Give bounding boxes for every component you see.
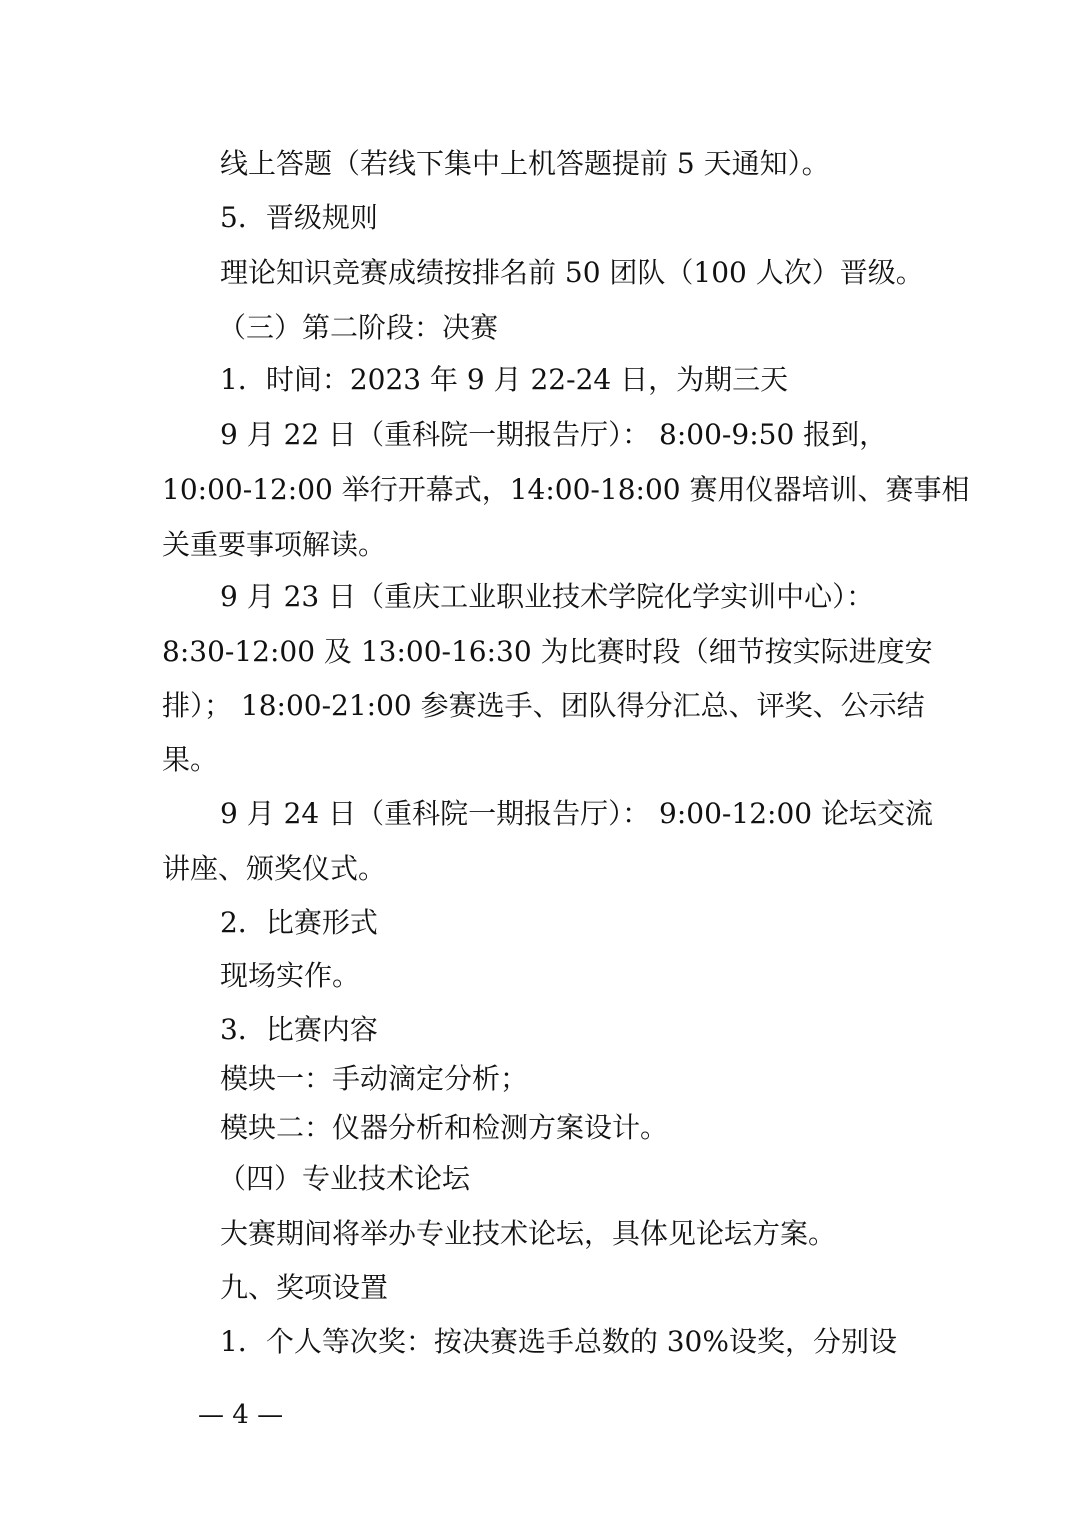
text-line-online-quiz: 线上答题（若线下集中上机答题提前 5 天通知）。 bbox=[220, 147, 830, 180]
text-line-sept-22-c: 关重要事项解读。 bbox=[162, 528, 387, 561]
section-heading-forum: （四）专业技术论坛 bbox=[218, 1162, 471, 1195]
text-line-forum: 大赛期间将举办专业技术论坛，具体见论坛方案。 bbox=[220, 1217, 837, 1250]
text-line-sept-23-b: 8:30-12:00 及 13:00-16:30 为比赛时段（细节按实际进度安 bbox=[162, 635, 933, 668]
section-heading-awards: 九、奖项设置 bbox=[220, 1271, 389, 1304]
text-line-sept-22-a: 9 月 22 日（重科院一期报告厅）： 8:00-9:50 报到， bbox=[220, 418, 888, 451]
text-line-module-one: 模块一：手动滴定分析； bbox=[220, 1062, 529, 1095]
text-line-competition-content-heading: 3．比赛内容 bbox=[220, 1013, 378, 1046]
text-line-competition-format-heading: 2．比赛形式 bbox=[220, 906, 378, 939]
text-line-competition-format: 现场实作。 bbox=[220, 959, 361, 992]
page-number: — 4 — bbox=[198, 1400, 284, 1430]
text-line-sept-24-a: 9 月 24 日（重科院一期报告厅）： 9:00-12:00 论坛交流 bbox=[220, 797, 933, 830]
text-line-individual-awards: 1．个人等次奖：按决赛选手总数的 30%设奖，分别设 bbox=[220, 1325, 897, 1358]
text-line-sept-24-b: 讲座、颁奖仪式。 bbox=[162, 852, 387, 885]
text-line-sept-23-c: 排）； 18:00-21:00 参赛选手、团队得分汇总、评奖、公示结 bbox=[162, 689, 925, 722]
text-line-time: 1．时间：2023 年 9 月 22-24 日，为期三天 bbox=[220, 363, 789, 396]
text-line-sept-23-a: 9 月 23 日（重庆工业职业技术学院化学实训中心）： bbox=[220, 580, 875, 613]
section-heading-final-stage: （三）第二阶段：决赛 bbox=[218, 311, 499, 344]
text-line-sept-23-d: 果。 bbox=[162, 743, 219, 776]
text-line-promotion-rules: 理论知识竞赛成绩按排名前 50 团队（100 人次）晋级。 bbox=[220, 256, 924, 289]
text-line-sept-22-b: 10:00-12:00 举行开幕式，14:00-18:00 赛用仪器培训、赛事相 bbox=[162, 473, 970, 506]
text-line-promotion-rules-heading: 5．晋级规则 bbox=[220, 201, 378, 234]
text-line-module-two: 模块二：仪器分析和检测方案设计。 bbox=[220, 1111, 669, 1144]
